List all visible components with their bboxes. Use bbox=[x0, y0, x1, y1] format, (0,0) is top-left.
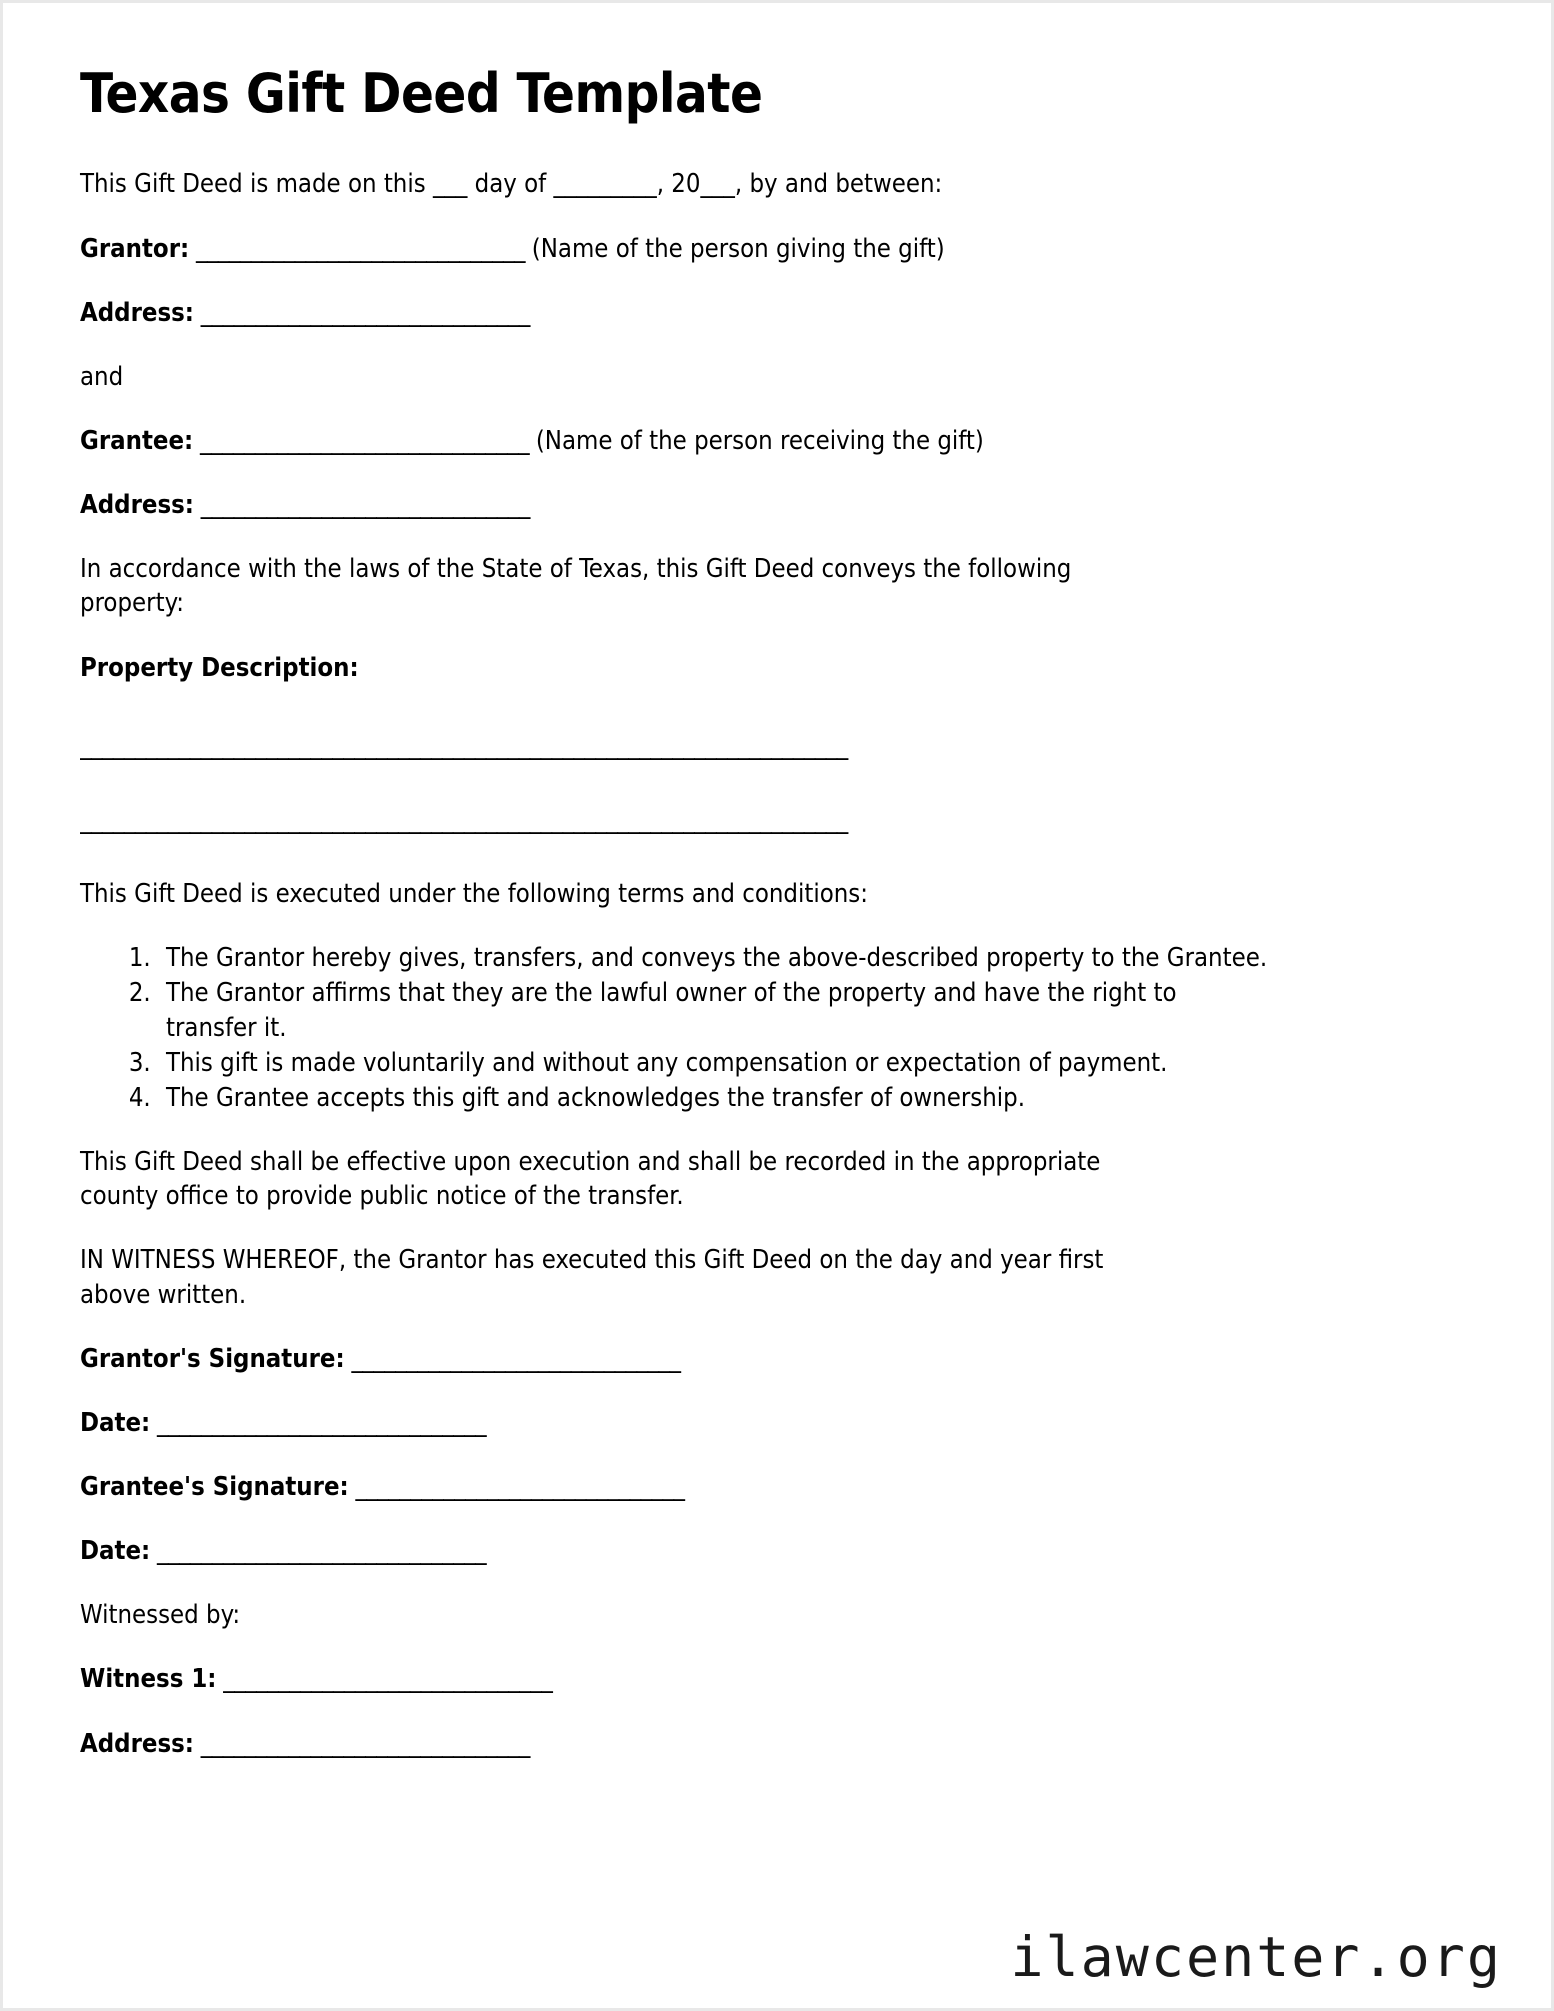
effective-paragraph: This Gift Deed shall be effective upon execution and shall be recorded in the appropriate county office to provide public notice of the transfer. bbox=[80, 1147, 1101, 1212]
grantor-label: Grantor: bbox=[80, 233, 190, 264]
site-watermark: ilawcenter.org bbox=[1010, 1925, 1502, 1989]
grantee-hint: (Name of the person receiving the gift) bbox=[535, 426, 984, 457]
witness-address-label: Address: bbox=[80, 1728, 194, 1759]
grantor-blank[interactable]: ______________________________ bbox=[189, 233, 532, 264]
conjunction-and: and bbox=[80, 361, 124, 392]
list-item: 2. The Grantor affirms that they are the lawful owner of the property and have the right to transfer it. bbox=[158, 976, 1268, 1044]
terms-intro-paragraph: This Gift Deed is executed under the following terms and conditions: bbox=[80, 879, 868, 910]
property-description-blank-line-1[interactable]: ______________________________________________________________________ bbox=[80, 730, 848, 761]
list-item: 1. The Grantor hereby gives, transfers, and conveys the above-described property to the Grantee. bbox=[158, 941, 1268, 975]
grantee-date-row bbox=[80, 1534, 1480, 1568]
terms-and-conditions-list bbox=[80, 941, 1268, 1115]
witness-1-blank[interactable]: ______________________________ bbox=[216, 1664, 553, 1695]
witness-whereof-paragraph: IN WITNESS WHEREOF, the Grantor has executed this Gift Deed on the day and year first above written. bbox=[80, 1245, 1104, 1310]
grantor-address-blank[interactable]: ______________________________ bbox=[193, 297, 530, 328]
grantee-signature-row bbox=[80, 1470, 1480, 1504]
grantor-address-field-row bbox=[80, 296, 1480, 330]
grantor-signature-blank[interactable]: ______________________________ bbox=[344, 1343, 681, 1374]
property-description-heading: Property Description: bbox=[80, 652, 359, 683]
grantee-address-field-row bbox=[80, 488, 1480, 522]
grantee-date-label: Date: bbox=[80, 1536, 151, 1567]
list-item: 3. This gift is made voluntarily and without any compensation or expectation of payment. bbox=[158, 1046, 1268, 1080]
grantee-signature-blank[interactable]: ______________________________ bbox=[348, 1471, 685, 1502]
witness-1-row bbox=[80, 1662, 1480, 1696]
witness-address-row bbox=[80, 1727, 1480, 1761]
accordance-paragraph: In accordance with the laws of the State of Texas, this Gift Deed conveys the following property: bbox=[80, 554, 1072, 619]
grantor-date-row bbox=[80, 1406, 1480, 1440]
grantee-date-blank[interactable]: ______________________________ bbox=[150, 1536, 487, 1567]
grantee-address-blank[interactable]: ______________________________ bbox=[193, 490, 530, 521]
grantee-label: Grantee: bbox=[80, 426, 194, 457]
document-body bbox=[80, 64, 1480, 1791]
grantor-signature-row bbox=[80, 1342, 1480, 1376]
grantor-date-blank[interactable]: ______________________________ bbox=[150, 1407, 487, 1438]
witnessed-by-label: Witnessed by: bbox=[80, 1600, 241, 1631]
grantee-address-label: Address: bbox=[80, 490, 194, 521]
page-title: Texas Gift Deed Template bbox=[80, 62, 763, 125]
grantor-signature-label: Grantor's Signature: bbox=[80, 1343, 345, 1374]
grantor-field-row bbox=[80, 232, 1480, 266]
grantee-blank[interactable]: ______________________________ bbox=[193, 426, 536, 457]
intro-paragraph: This Gift Deed is made on this ___ day of _________, 20___, by and between: bbox=[80, 169, 943, 200]
property-description-blank-line-2[interactable]: ______________________________________________________________________ bbox=[80, 804, 848, 835]
grantee-field-row bbox=[80, 424, 1480, 458]
grantor-hint: (Name of the person giving the gift) bbox=[531, 233, 945, 264]
list-item: 4. The Grantee accepts this gift and acknowledges the transfer of ownership. bbox=[158, 1081, 1268, 1115]
grantor-address-label: Address: bbox=[80, 297, 194, 328]
grantor-date-label: Date: bbox=[80, 1407, 151, 1438]
grantee-signature-label: Grantee's Signature: bbox=[80, 1471, 349, 1502]
witness-address-blank[interactable]: ______________________________ bbox=[193, 1728, 530, 1759]
witness-1-label: Witness 1: bbox=[80, 1664, 217, 1695]
